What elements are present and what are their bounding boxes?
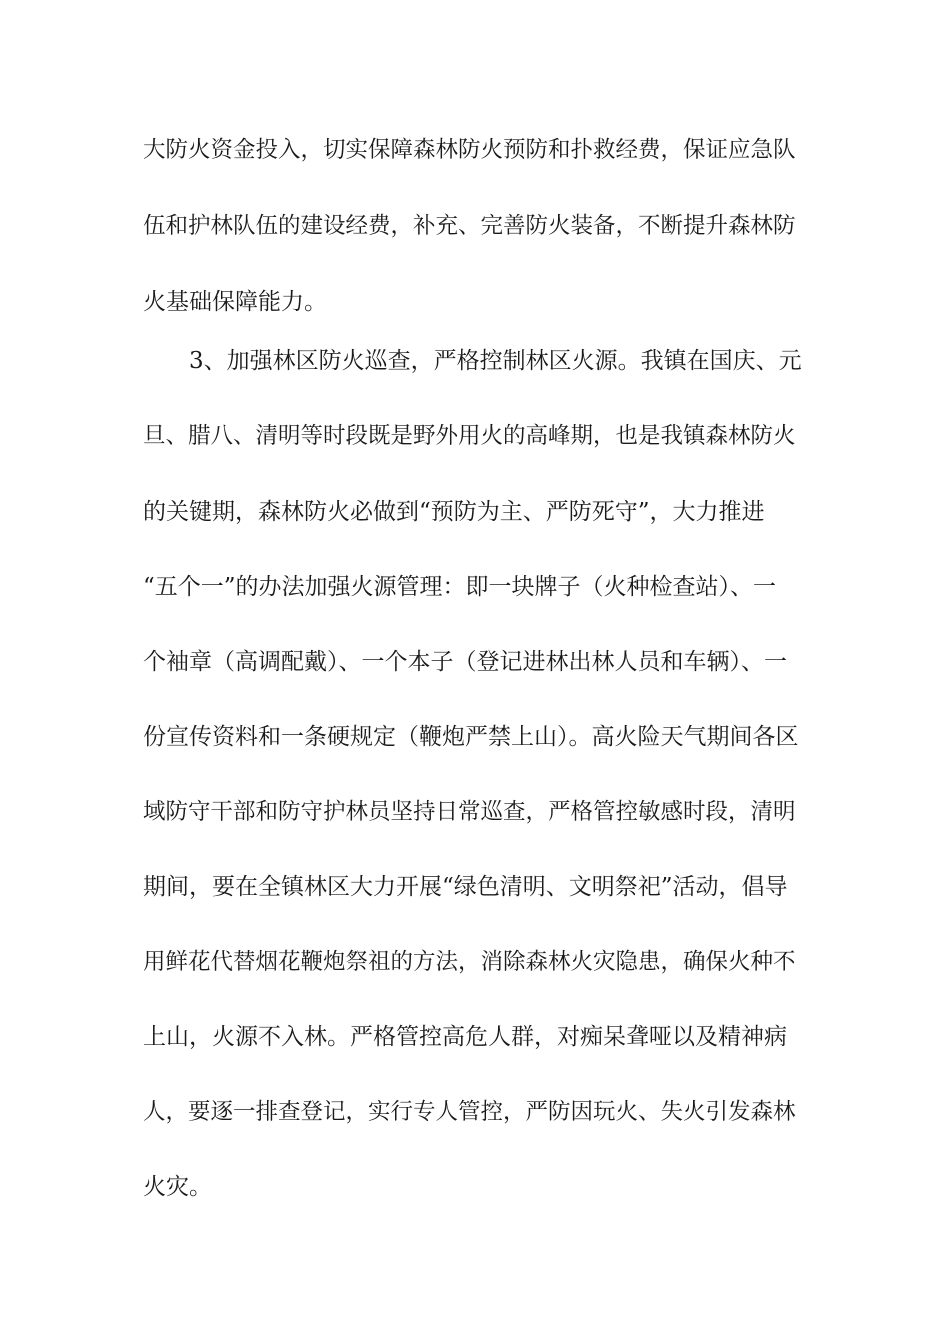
text-line: 用鲜花代替烟花鞭炮祭祖的方法，消除森林火灾隐患，确保火种不 <box>143 949 796 975</box>
paragraph-start-line: 3、加强林区防火巡查，严格控制林区火源。我镇在国庆、元 <box>189 348 802 374</box>
text-line: 期间，要在全镇林区大力开展“绿色清明、文明祭祀”活动，倡导 <box>143 874 788 900</box>
text-line: 份宣传资料和一条硬规定（鞭炮严禁上山）。高火险天气期间各区 <box>143 724 799 750</box>
text-line: 火灾。 <box>143 1174 212 1200</box>
text-line: 火基础保障能力。 <box>143 289 327 315</box>
text-line: 人，要逐一排查登记，实行专人管控，严防因玩火、失火引发森林 <box>143 1099 796 1125</box>
text-line: 伍和护林队伍的建设经费，补充、完善防火装备，不断提升森林防 <box>143 213 796 239</box>
text-line: 的关键期，森林防火必做到“预防为主、严防死守”，大力推进 <box>143 499 765 525</box>
text-line: 大防火资金投入，切实保障森林防火预防和扑救经费，保证应急队 <box>143 137 796 163</box>
text-line: 上山，火源不入林。严格管控高危人群，对痴呆聋哑以及精神病 <box>143 1024 787 1050</box>
text-line: “五个一”的办法加强火源管理：即一块牌子（火种检查站）、一 <box>143 574 777 600</box>
text-line: 个袖章（高调配戴）、一个本子（登记进林出林人员和车辆）、一 <box>143 649 787 675</box>
text-line: 旦、腊八、清明等时段既是野外用火的高峰期，也是我镇森林防火 <box>143 423 796 449</box>
text-line: 域防守干部和防守护林员坚持日常巡查，严格管控敏感时段，清明 <box>143 799 796 825</box>
